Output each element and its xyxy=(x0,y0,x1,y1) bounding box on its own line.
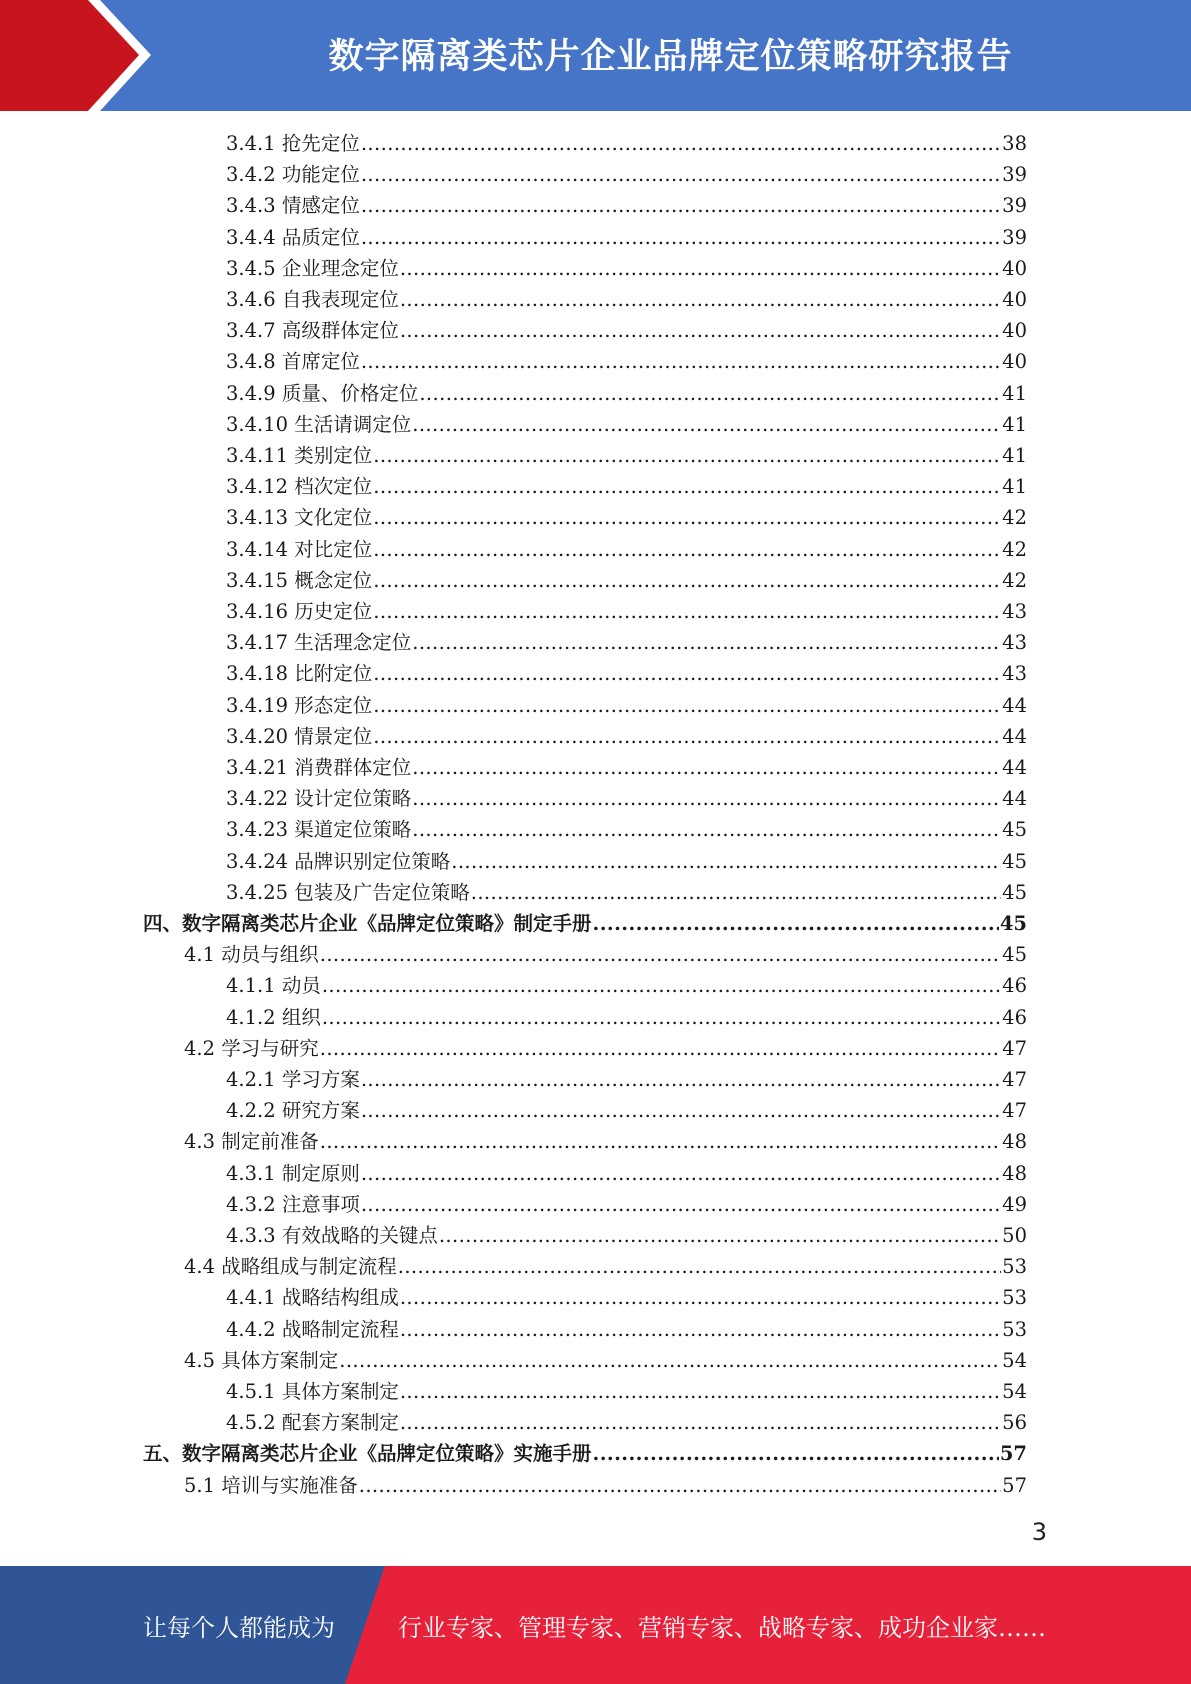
toc-leader-dots xyxy=(400,315,1001,346)
toc-entry[interactable] xyxy=(226,627,1027,658)
toc-entry[interactable] xyxy=(226,877,1027,908)
page-number: 3 xyxy=(1031,1518,1047,1546)
toc-leader-dots xyxy=(412,814,1001,845)
toc-leader-dots xyxy=(373,658,1001,689)
toc-leader-dots xyxy=(373,502,1001,533)
toc-entry[interactable] xyxy=(184,1470,1027,1501)
toc-entry[interactable] xyxy=(226,346,1027,377)
toc-entry-page: 42 xyxy=(1002,506,1027,530)
footer-slogan-left: 让每个人都能成为 xyxy=(143,1613,335,1642)
toc-entry[interactable] xyxy=(226,409,1027,440)
toc-entry-page: 44 xyxy=(1002,693,1027,717)
toc-entry-page: 45 xyxy=(1002,880,1027,904)
toc-leader-dots xyxy=(400,284,1001,315)
toc-entry[interactable] xyxy=(184,1251,1027,1282)
toc-leader-dots xyxy=(412,409,1001,440)
toc-entry-title: 4.4 战略组成与制定流程 xyxy=(184,1255,397,1279)
toc-entry-title: 3.4.18 比附定位 xyxy=(226,662,373,686)
toc-entry-title: 3.4.13 文化定位 xyxy=(226,506,373,530)
toc-entry-title: 3.4.19 形态定位 xyxy=(226,693,373,717)
toc-leader-dots xyxy=(398,1251,1001,1282)
toc-leader-dots xyxy=(439,1220,1001,1251)
toc-leader-dots xyxy=(400,1407,1001,1438)
toc-leader-dots xyxy=(412,783,1001,814)
toc-leader-dots xyxy=(320,939,1001,970)
page-header xyxy=(0,0,1191,111)
toc-entry-page: 38 xyxy=(1002,132,1027,155)
toc-entry-title: 4.3 制定前准备 xyxy=(184,1130,319,1154)
toc-entry-title: 3.4.2 功能定位 xyxy=(226,163,360,187)
toc-entry-title: 3.4.5 企业理念定位 xyxy=(226,256,399,280)
toc-entry-page: 57 xyxy=(1002,1473,1027,1497)
toc-entry-title: 3.4.7 高级群体定位 xyxy=(226,319,399,343)
toc-entry-page: 48 xyxy=(1002,1161,1027,1185)
toc-entry-title: 3.4.3 情感定位 xyxy=(226,194,360,218)
toc-entry-title: 3.4.11 类别定位 xyxy=(226,444,373,467)
toc-entry-title: 3.4.1 抢先定位 xyxy=(226,132,360,155)
toc-entry-title: 4.5.1 具体方案制定 xyxy=(226,1380,399,1403)
toc-leader-dots xyxy=(373,690,1001,721)
toc-leader-dots xyxy=(339,1345,1001,1376)
toc-entry[interactable] xyxy=(226,846,1027,877)
toc-entry-title: 4.4.2 战略制定流程 xyxy=(226,1317,399,1341)
toc-entry[interactable] xyxy=(226,315,1027,346)
toc-entry-page: 43 xyxy=(1002,662,1027,686)
toc-entry[interactable] xyxy=(226,284,1027,315)
toc-leader-dots xyxy=(361,159,1001,190)
toc-entry-page: 50 xyxy=(1002,1224,1027,1247)
toc-entry-title: 3.4.9 质量、价格定位 xyxy=(226,381,419,405)
toc-entry-title: 4.3.2 注意事项 xyxy=(226,1192,360,1216)
toc-entry-title: 3.4.15 概念定位 xyxy=(226,568,373,592)
toc-entry-page: 40 xyxy=(1002,319,1027,343)
toc-entry-title: 3.4.14 对比定位 xyxy=(226,537,373,561)
toc-entry[interactable] xyxy=(226,440,1027,471)
toc-entry-page: 39 xyxy=(1002,225,1027,249)
toc-entry-title: 4.1 动员与组织 xyxy=(184,943,319,967)
toc-entry[interactable] xyxy=(226,1376,1027,1407)
toc-entry-title: 4.3.3 有效战略的关键点 xyxy=(226,1224,438,1247)
toc-entry-title: 4.1.2 组织 xyxy=(226,1005,321,1029)
toc-entry[interactable] xyxy=(226,1064,1027,1095)
toc-entry-title: 3.4.24 品牌识别定位策略 xyxy=(226,849,451,873)
toc-entry-page: 54 xyxy=(1002,1348,1027,1372)
toc-entry[interactable] xyxy=(226,253,1027,284)
toc-entry-title: 3.4.20 情景定位 xyxy=(226,724,373,748)
toc-entry-title: 3.4.22 设计定位策略 xyxy=(226,787,412,811)
toc-entry-title: 四、数字隔离类芯片企业《品牌定位策略》制定手册 xyxy=(143,912,592,935)
toc-entry[interactable] xyxy=(184,1126,1027,1157)
toc-entry-page: 41 xyxy=(1002,412,1027,436)
toc-entry-title: 4.3.1 制定原则 xyxy=(226,1161,360,1185)
toc-entry-page: 49 xyxy=(1002,1192,1027,1216)
toc-entry-page: 41 xyxy=(1002,444,1027,467)
toc-entry[interactable] xyxy=(226,1220,1027,1251)
toc-entry-page: 45 xyxy=(1002,943,1027,967)
toc-entry-title: 3.4.23 渠道定位策略 xyxy=(226,818,412,842)
toc-entry[interactable] xyxy=(226,1189,1027,1220)
toc-entry-title: 3.4.21 消费群体定位 xyxy=(226,756,412,779)
toc-leader-dots xyxy=(361,346,1001,377)
toc-entry[interactable] xyxy=(226,159,1027,190)
toc-entry[interactable] xyxy=(226,1407,1027,1438)
footer-slogan-right: 行业专家、管理专家、营销专家、战略专家、成功企业家…… xyxy=(398,1613,1046,1642)
toc-entry[interactable] xyxy=(226,190,1027,221)
toc-entry-page: 41 xyxy=(1002,381,1027,405)
toc-leader-dots xyxy=(361,190,1001,221)
toc-leader-dots xyxy=(400,1376,1001,1407)
toc-entry-title: 3.4.10 生活请调定位 xyxy=(226,412,412,436)
toc-leader-dots xyxy=(412,752,1001,783)
toc-leader-dots xyxy=(322,970,1001,1001)
toc-entry-page: 41 xyxy=(1002,475,1027,499)
toc-entry-page: 39 xyxy=(1002,194,1027,218)
toc-entry-page: 53 xyxy=(1002,1317,1027,1341)
toc-entry[interactable] xyxy=(226,534,1027,565)
toc-leader-dots xyxy=(400,1282,1001,1313)
toc-entry-title: 4.5.2 配套方案制定 xyxy=(226,1411,399,1435)
toc-leader-dots xyxy=(373,440,1001,471)
toc-leader-dots xyxy=(320,1033,1001,1064)
toc-entry[interactable] xyxy=(143,1438,1027,1469)
toc-entry-page: 56 xyxy=(1002,1411,1027,1435)
page-footer xyxy=(0,1566,1191,1684)
toc-entry-title: 3.4.17 生活理念定位 xyxy=(226,631,412,655)
toc-entry-page: 57 xyxy=(999,1442,1027,1466)
toc-entry[interactable] xyxy=(226,1282,1027,1313)
toc-entry-page: 53 xyxy=(1002,1255,1027,1279)
toc-entry-page: 47 xyxy=(1002,1068,1027,1091)
toc-entry[interactable] xyxy=(226,814,1027,845)
toc-leader-dots xyxy=(400,253,1001,284)
toc-leader-dots xyxy=(361,128,1001,159)
toc-entry[interactable] xyxy=(184,939,1027,970)
toc-leader-dots xyxy=(361,1158,1001,1189)
header-arrow-decoration xyxy=(0,0,160,111)
toc-entry[interactable] xyxy=(226,565,1027,596)
toc-leader-dots xyxy=(400,1314,1001,1345)
toc-leader-dots xyxy=(419,378,1001,409)
toc-leader-dots xyxy=(361,1095,1001,1126)
toc-entry-page: 40 xyxy=(1002,256,1027,280)
toc-entry-title: 5.1 培训与实施准备 xyxy=(184,1473,358,1497)
toc-entry[interactable] xyxy=(226,471,1027,502)
toc-entry[interactable] xyxy=(226,128,1027,159)
toc-entry-page: 40 xyxy=(1002,288,1027,311)
toc-entry-page: 45 xyxy=(1002,849,1027,873)
toc-entry[interactable] xyxy=(226,658,1027,689)
toc-entry[interactable] xyxy=(226,690,1027,721)
toc-entry-page: 54 xyxy=(1002,1380,1027,1403)
toc-entry[interactable] xyxy=(226,783,1027,814)
toc-entry-title: 3.4.6 自我表现定位 xyxy=(226,288,399,311)
toc-entry-title: 五、数字隔离类芯片企业《品牌定位策略》实施手册 xyxy=(143,1442,592,1466)
toc-entry-title: 4.1.1 动员 xyxy=(226,974,321,998)
toc-leader-dots xyxy=(361,222,1001,253)
toc-leader-dots xyxy=(322,1002,1001,1033)
toc-entry[interactable] xyxy=(226,752,1027,783)
toc-entry-page: 42 xyxy=(1002,537,1027,561)
toc-entry[interactable] xyxy=(226,596,1027,627)
toc-leader-dots xyxy=(373,596,1001,627)
toc-leader-dots xyxy=(593,1438,999,1469)
toc-entry-page: 43 xyxy=(1002,600,1027,623)
toc-leader-dots xyxy=(373,721,1001,752)
toc-entry-page: 40 xyxy=(1002,350,1027,374)
toc-entry-page: 44 xyxy=(1002,724,1027,748)
toc-entry[interactable] xyxy=(226,721,1027,752)
toc-entry-page: 46 xyxy=(1002,974,1027,998)
toc-entry[interactable] xyxy=(226,1095,1027,1126)
toc-entry-page: 46 xyxy=(1002,1005,1027,1029)
toc-entry-title: 4.2.2 研究方案 xyxy=(226,1099,360,1123)
toc-leader-dots xyxy=(359,1470,1001,1501)
toc-entry[interactable] xyxy=(184,1345,1027,1376)
toc-entry-title: 4.4.1 战略结构组成 xyxy=(226,1286,399,1310)
toc-entry-title: 4.5 具体方案制定 xyxy=(184,1348,339,1372)
toc-leader-dots xyxy=(373,534,1001,565)
toc-leader-dots xyxy=(373,471,1001,502)
toc-leader-dots xyxy=(361,1189,1001,1220)
toc-entry-title: 3.4.25 包装及广告定位策略 xyxy=(226,880,470,904)
toc-entry[interactable] xyxy=(226,970,1027,1001)
toc-leader-dots xyxy=(471,877,1001,908)
toc-leader-dots xyxy=(451,846,1001,877)
toc-entry-title: 3.4.12 档次定位 xyxy=(226,475,373,499)
toc-entry-page: 44 xyxy=(1002,787,1027,811)
toc-entry-title: 4.2 学习与研究 xyxy=(184,1036,319,1060)
toc-leader-dots xyxy=(593,908,999,939)
document-title: 数字隔离类芯片企业品牌定位策略研究报告 xyxy=(328,36,1013,77)
toc-entry-page: 48 xyxy=(1002,1130,1027,1154)
toc-entry-page: 45 xyxy=(1002,818,1027,842)
toc-leader-dots xyxy=(361,1064,1001,1095)
toc-entry[interactable] xyxy=(226,502,1027,533)
toc-leader-dots xyxy=(373,565,1001,596)
toc-entry-title: 3.4.8 首席定位 xyxy=(226,350,360,374)
toc-entry[interactable] xyxy=(143,908,1027,939)
toc-entry-page: 43 xyxy=(1002,631,1027,655)
toc-leader-dots xyxy=(320,1126,1001,1157)
toc-entry[interactable] xyxy=(226,1158,1027,1189)
toc-entry[interactable] xyxy=(226,222,1027,253)
toc-entry-page: 53 xyxy=(1002,1286,1027,1310)
toc-entry-title: 3.4.16 历史定位 xyxy=(226,600,373,623)
toc-entry-page: 47 xyxy=(1002,1099,1027,1123)
toc-entry[interactable] xyxy=(184,1033,1027,1064)
toc-entry-page: 42 xyxy=(1002,568,1027,592)
toc-entry-page: 45 xyxy=(999,912,1027,935)
toc-entry-title: 3.4.4 品质定位 xyxy=(226,225,360,249)
toc-entry[interactable] xyxy=(226,1314,1027,1345)
toc-leader-dots xyxy=(412,627,1001,658)
toc-entry-page: 44 xyxy=(1002,756,1027,779)
toc-entry[interactable] xyxy=(226,1002,1027,1033)
toc-entry-page: 47 xyxy=(1002,1036,1027,1060)
toc-entry-title: 4.2.1 学习方案 xyxy=(226,1068,360,1091)
toc-entry[interactable] xyxy=(226,378,1027,409)
toc-entry-page: 39 xyxy=(1002,163,1027,187)
